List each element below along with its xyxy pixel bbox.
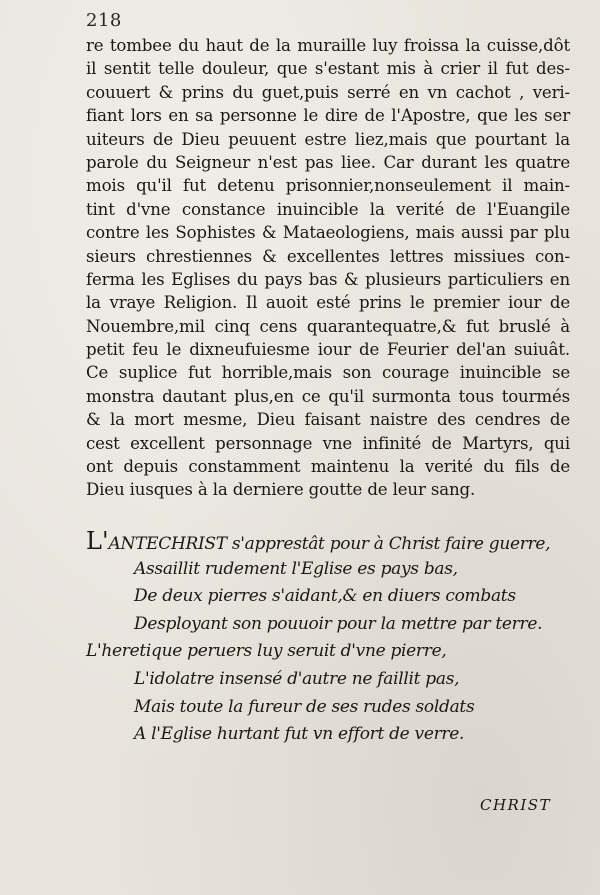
prose-line: re tombee du haut de la muraille luy froissa la cuisse,dôt [86,36,570,55]
prose-line: Dieu iusques à la derniere goutte de leur sang. [86,480,476,500]
prose-line: Ce suplice fut horrible,mais son courage inuincible se [86,363,570,383]
prose-line: cest excellent personnage vne infinité de Martyrs, qui [86,433,570,453]
page-number: 218 [86,10,122,31]
prose-line: & la mort mesme, Dieu faisant naistre des cendres de [86,410,570,430]
catchword: CHRIST [480,796,552,814]
prose-line: ferma les Eglises du pays bas & plusieurs particuliers en [86,269,570,289]
prose-block [86,34,570,502]
prose-line: Nouembre,mil cinq cens quarantequatre,& fut bruslé à [86,316,570,336]
prose-line: tint d'vne constance inuincible la verité de l'Euangile [86,199,570,219]
sonnet-line: Mais toute la fureur de ses rudes soldats [134,696,475,717]
sonnet-line: A l'Eglise hurtant fut vn effort de verre. [134,724,465,745]
sonnet-line: Desployant son pouuoir pour la mettre par terre. [134,613,543,634]
prose-line: couuert & prins du guet,puis serré en vn cachot , veri- [86,82,570,102]
sonnet-line: L'idolatre insensé d'autre ne faillit pas, [134,668,460,689]
sonnet-line: De deux pierres s'aidant,& en diuers combats [134,586,516,607]
prose-line: parole du Seigneur n'est pas liee. Car durant les quatre [86,152,570,172]
sonnet-first-line-text: ANTECHRIST s'apprestât pour à Christ faire guerre, [108,534,551,554]
prose-line: contre les Sophistes & Mataeologiens, mais aussi par plu [86,223,570,243]
prose-line: la vraye Religion. Il auoit esté prins le premier iour de [86,293,570,313]
prose-line: mois qu'il fut detenu prisonnier,nonseulement il main- [86,176,570,196]
prose-line: uiteurs de Dieu peuuent estre liez,mais que pourtant la [86,129,570,149]
sonnet [86,528,576,749]
prose-line: sieurs chrestiennes & excellentes lettres missiues con- [86,246,570,266]
prose-line: il sentit telle douleur, que s'estant mis à crier il fut des- [86,59,570,79]
sonnet-line: Assaillit rudement l'Eglise es pays bas, [134,558,458,579]
sonnet-first-line [86,528,576,556]
sonnet-line: L'heretique peruers luy seruit d'vne pierre, [86,641,447,662]
prose-line: ont depuis constamment maintenu la verité du fils de [86,457,570,477]
prose-line: fiant lors en sa personne le dire de l'Apostre, que les ser [86,106,570,126]
prose-line: petit feu le dixneufuiesme iour de Feurier del'an suiuât. [86,340,570,360]
sonnet-initial: L' [86,527,109,555]
prose-line: monstra dautant plus,en ce qu'il surmonta tous tourmés [86,386,570,406]
